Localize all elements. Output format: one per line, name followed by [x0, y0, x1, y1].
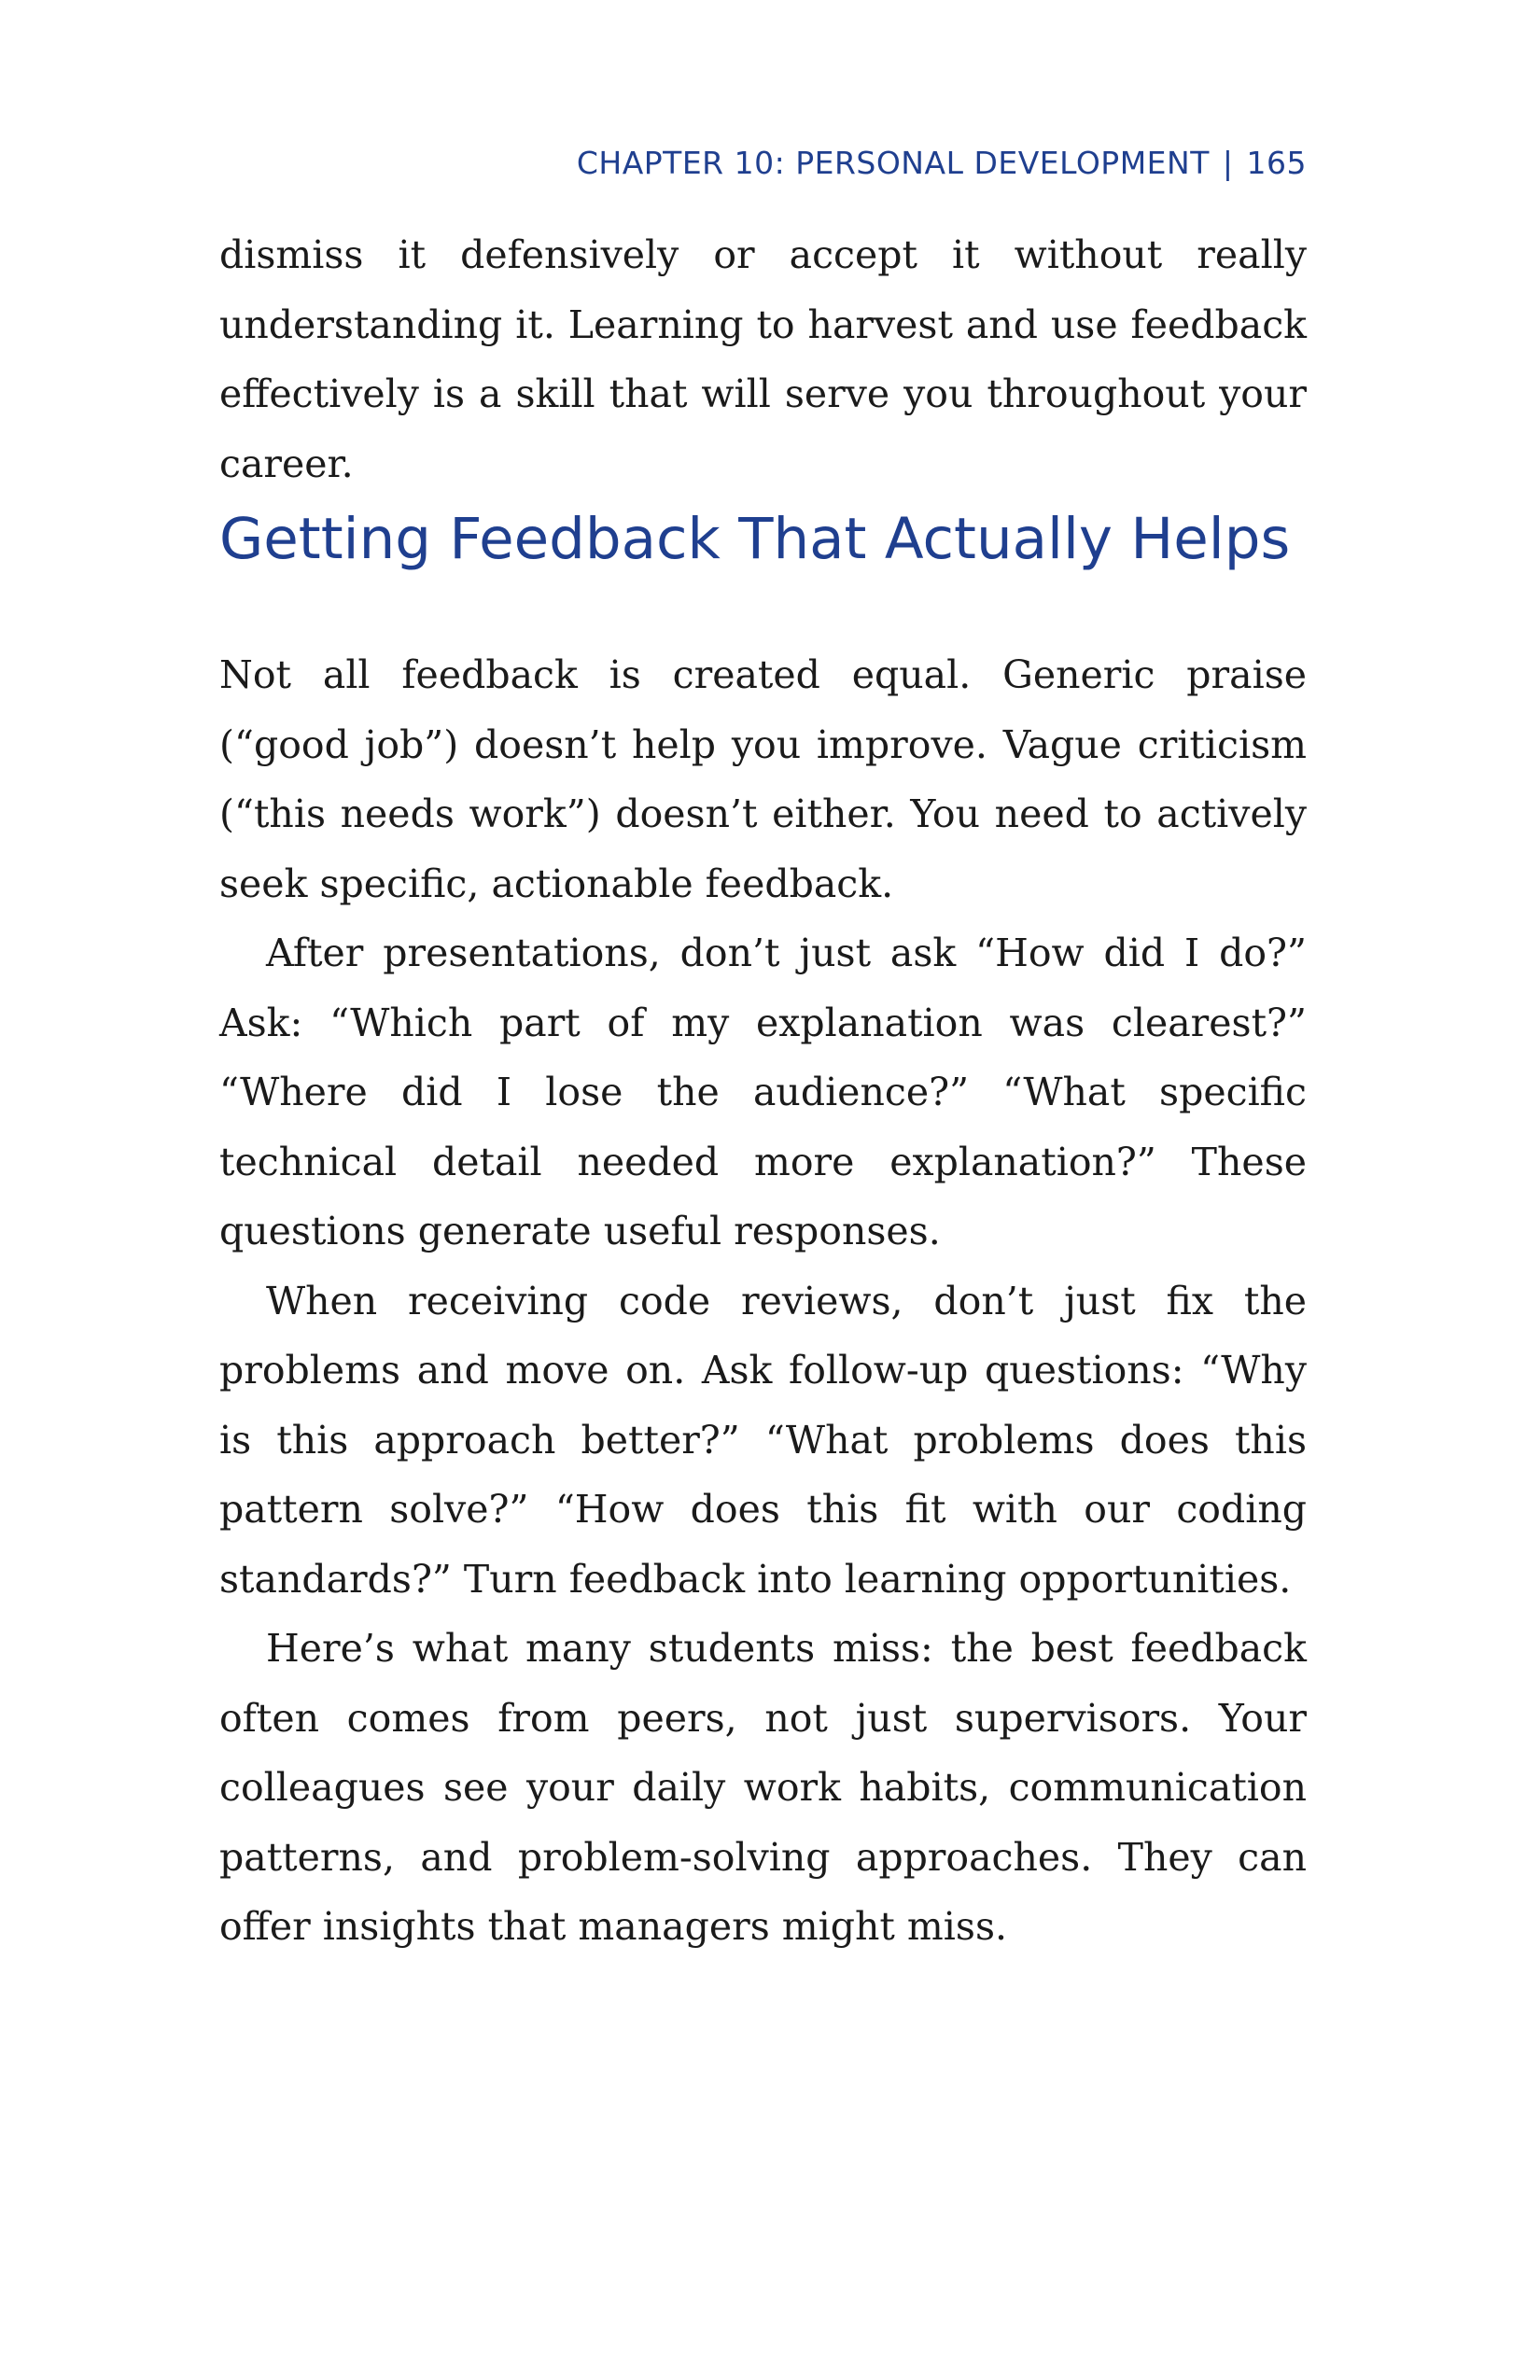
chapter-title: CHAPTER 10: PERSONAL DEVELOPMENT	[576, 145, 1210, 181]
section-body	[219, 640, 1307, 1962]
body-paragraph-3: When receiving code reviews, don’t just fix the problems and move on. Ask follow-up questions: “Why is this approach better?” “What problems does this pattern solve?” “How does this fit with our coding standards?” Turn feedback into learning opportunities.	[219, 1278, 1307, 1602]
intro-paragraph: dismiss it defensively or accept it without really understanding it. Learning to harvest and use feedback effectively is a skill that will serve you throughout your career.	[219, 232, 1307, 486]
body-paragraph-4: Here’s what many students miss: the best feedback often comes from peers, not just supervisors. Your colleagues see your daily work habits, communication patterns, and problem-solving approaches. They can offer insights that managers might miss.	[219, 1626, 1307, 1949]
body-paragraph-2: After presentations, don’t just ask “How did I do?” Ask: “Which part of my explanation was clearest?” “Where did I lose the audience?” “What specific technical detail needed more explanation?” These questions generate useful responses.	[219, 931, 1307, 1253]
section-heading: Getting Feedback That Actually Helps	[219, 506, 1291, 572]
running-header	[577, 145, 1307, 181]
page-number: 165	[1246, 145, 1307, 181]
header-separator: |	[1222, 145, 1234, 181]
intro-text	[219, 220, 1307, 498]
body-paragraph-1: Not all feedback is created equal. Generic praise (“good job”) doesn’t help you improve. Vague criticism (“this needs work”) doesn’t either. You need to actively seek specific, actionable feedback.	[219, 652, 1307, 906]
